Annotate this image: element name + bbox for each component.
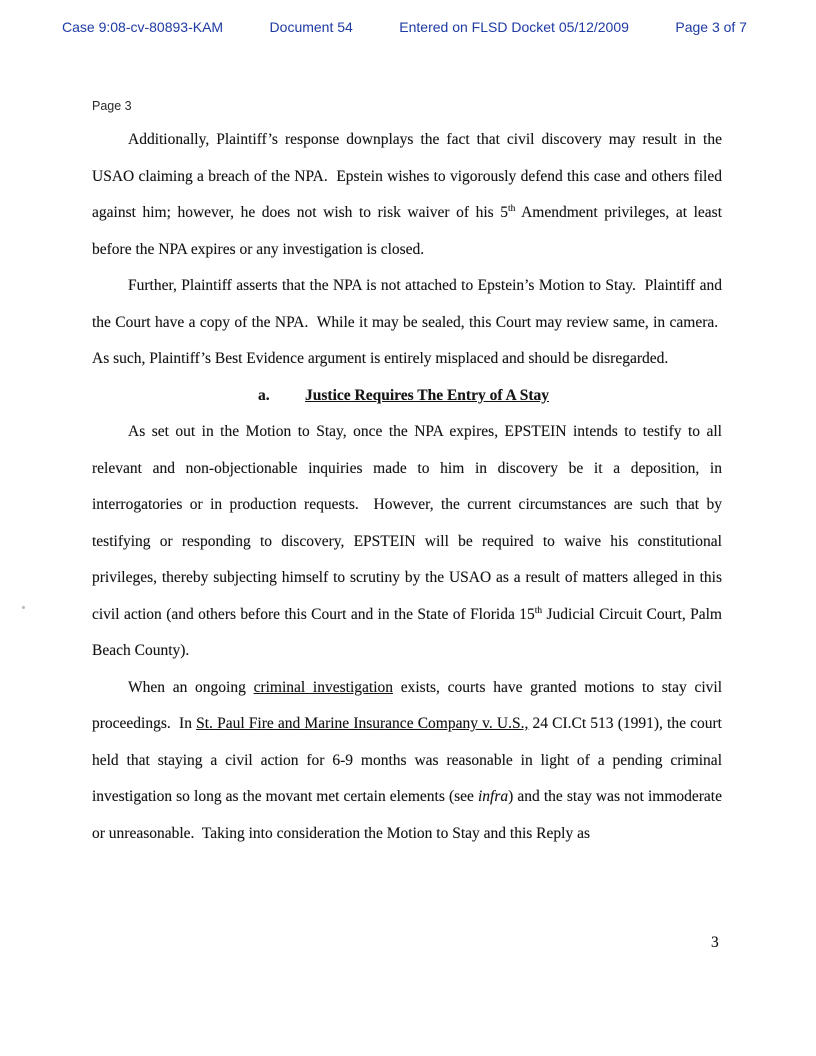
paragraph xyxy=(92,268,722,378)
text-run: criminal investigation xyxy=(253,678,394,696)
page-number: 3 xyxy=(711,934,719,951)
text-run: infra xyxy=(477,788,509,805)
document-body xyxy=(92,122,722,852)
text-run: th xyxy=(508,203,516,214)
section-heading-number: a. xyxy=(258,386,270,404)
docket-entered-date: Entered on FLSD Docket 05/12/2009 xyxy=(399,19,629,35)
text-run: Further, Plaintiff asserts that the NPA is not attached to Epstein’s Motion to Stay. Plaintiff and the Court have a copy of the NPA. While it may be sealed, this Court may review same, in camera. As such, Plaintiff’s Best Evidence argument is entirely misplaced and should be disregarded. xyxy=(92,277,722,367)
paragraph xyxy=(92,670,722,853)
paragraph xyxy=(92,414,722,670)
text-run: Additionally, Plaintiff’s response downplays the fact that civil discovery may result in the USAO claiming a breach of the NPA. Epstein wishes to vigorously defend this case and others filed against him; however, he does not wish to risk waiver of his 5 xyxy=(92,131,722,221)
scan-artifact-speck xyxy=(22,606,25,609)
docket-document-number: Document 54 xyxy=(269,19,353,35)
text-run: 24 CI.Ct 513 (1991), the court held that staying a civil action for 6-9 months was reasonable in light of a pending criminal investigation so long as the movant met certain elements (see xyxy=(92,715,722,805)
text-run: Judicial Circuit Court, Palm Beach County). xyxy=(92,605,722,659)
text-run: When an ongoing xyxy=(128,678,254,696)
section-heading-title: Justice Requires The Entry of A Stay xyxy=(305,386,549,404)
page-label: Page 3 xyxy=(92,99,132,113)
docket-case-number: Case 9:08-cv-80893-KAM xyxy=(62,19,224,35)
paragraph xyxy=(92,122,722,268)
text-run: exists, courts have granted motions to stay civil proceedings. In xyxy=(92,678,722,732)
section-heading xyxy=(258,378,722,415)
docket-page-indicator: Page 3 of 7 xyxy=(675,19,747,35)
text-run: St. Paul Fire and Marine Insurance Company v. U.S., xyxy=(196,715,529,732)
text-run: th xyxy=(534,605,543,616)
text-run: Amendment privileges, at least before the NPA expires or any investigation is closed. xyxy=(92,204,722,258)
text-run: ) and the stay was not immoderate or unreasonable. Taking into consideration the Motion to Stay and this Reply as xyxy=(92,788,722,842)
text-run: As set out in the Motion to Stay, once the NPA expires, EPSTEIN intends to testify to all relevant and non-objectionable inquiries made to him in discovery be it a deposition, in interrogatories or in production requests. However, the current circumstances are such that by testifying or responding to discovery, EPSTEIN will be required to waive his constitutional privileges, thereby subjecting himself to scrutiny by the USAO as a result of matters alleged in this civil action (and others before this Court and in the State of Florida 15 xyxy=(92,423,722,623)
docket-header xyxy=(62,19,747,35)
